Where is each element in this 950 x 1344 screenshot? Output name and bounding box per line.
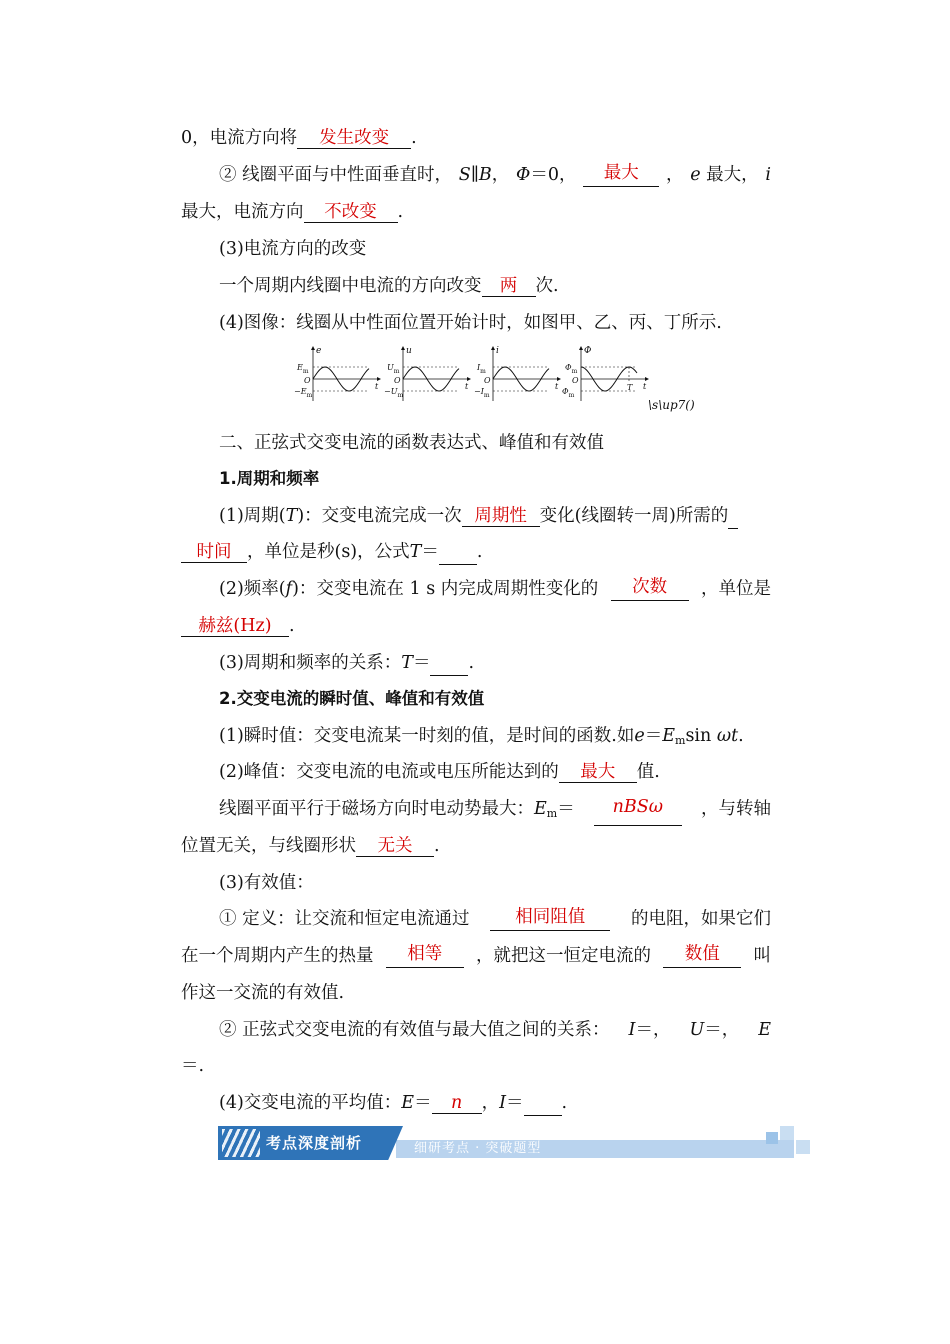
answer-blank: 数值 bbox=[663, 944, 741, 968]
subsection-heading: 1.周期和频率 bbox=[219, 469, 320, 488]
answer-blank: 发生改变 bbox=[297, 128, 411, 149]
answer-blank: 最大 bbox=[583, 163, 659, 187]
trough-label: Φ bbox=[562, 387, 569, 396]
answer-blank: 赫兹(Hz) bbox=[181, 616, 289, 637]
origin-label: O bbox=[572, 376, 579, 385]
origin-label: O bbox=[484, 376, 491, 385]
axis-label: e bbox=[316, 346, 322, 356]
text-line: 作这一交流的有效值. bbox=[181, 983, 345, 1003]
t-label: t bbox=[555, 382, 559, 391]
axis-arrow bbox=[579, 346, 583, 350]
text-line: (2)频率(f)：交变电流在 1 s 内完成周期性变化的 次数 ，单位是 bbox=[219, 577, 771, 599]
text-line: ① 定义：让交流和恒定电流通过 相同阻值 的电阻，如果它们 bbox=[219, 907, 771, 929]
trough-label-sub: m bbox=[483, 392, 490, 399]
answer-blank: n bbox=[432, 1093, 482, 1114]
text-line: ② 线圈平面与中性面垂直时， S∥B， Φ＝0， 最大 ， e 最大， i bbox=[219, 163, 771, 185]
axis-arrow bbox=[557, 377, 561, 381]
trough-label-sub: m bbox=[306, 392, 313, 399]
text-line: (2)峰值：交变电流的电流或电压所能达到的 最大 值. bbox=[219, 762, 660, 782]
subsection-heading: 2.交变电流的瞬时值、峰值和有效值 bbox=[219, 689, 485, 708]
section-banner bbox=[218, 1126, 810, 1160]
axis-label: Φ bbox=[584, 346, 592, 356]
axis-arrow bbox=[645, 377, 649, 381]
square-decoration bbox=[780, 1126, 794, 1140]
banner-subtitle: 细研考点 · 突破题型 bbox=[414, 1141, 542, 1156]
text-line: ② 正弦式交变电流的有效值与最大值之间的关系： I＝， U＝， E bbox=[219, 1020, 771, 1040]
answer-blank: 次数 bbox=[611, 577, 689, 601]
square-decoration bbox=[796, 1140, 810, 1154]
t-label: t bbox=[465, 382, 469, 391]
answer-blank: 时间 bbox=[181, 542, 247, 563]
peak-label: Φ bbox=[565, 363, 572, 372]
axis-arrow bbox=[311, 346, 315, 350]
peak-label-sub: m bbox=[480, 368, 486, 375]
text-line: (1)周期(T)：交变电流完成一次 周期性 变化(线圈转一周)所需的 bbox=[219, 504, 771, 529]
square-decoration bbox=[766, 1132, 778, 1144]
text-line: 时间 ，单位是秒(s)，公式T＝ . bbox=[181, 540, 771, 565]
axis-arrow bbox=[377, 377, 381, 381]
text-line: (1)瞬时值：交变电流某一时刻的值，是时间的函数.如$e=E_m\sin$ ωt. bbox=[219, 726, 744, 747]
origin-label: O bbox=[304, 376, 311, 385]
peak-label-sub: m bbox=[393, 368, 400, 375]
peak-label-sub: m bbox=[302, 368, 309, 375]
text-line: 位置无关，与线圈形状 无关 . bbox=[181, 836, 440, 856]
trough-label: −U bbox=[384, 387, 398, 396]
peak-label-sub: m bbox=[571, 368, 578, 375]
answer-blank: 两 bbox=[482, 276, 536, 297]
text-line: 最大，电流方向 不改变 . bbox=[181, 202, 404, 222]
peak-label: E bbox=[297, 363, 303, 372]
period-label: T bbox=[627, 383, 633, 392]
text-line: 0，电流方向将 发生改变 . bbox=[181, 128, 417, 148]
formula-blank bbox=[524, 1091, 562, 1116]
text-line: 在一个周期内产生的热量 相等 ，就把这一恒定电流的 数值 叫 bbox=[181, 944, 771, 966]
trough-label-sub: m bbox=[568, 392, 575, 399]
axis-arrow bbox=[401, 346, 405, 350]
answer-blank: 相等 bbox=[386, 944, 464, 968]
banner-title: 考点深度剖析 bbox=[266, 1134, 363, 1152]
axis-label: i bbox=[496, 346, 499, 356]
answer-blank: 不改变 bbox=[304, 202, 398, 223]
text-line: 赫兹(Hz) . bbox=[181, 614, 771, 638]
axis-arrow bbox=[467, 377, 471, 381]
waveform-figure bbox=[293, 345, 653, 411]
answer-blank: 周期性 bbox=[462, 506, 540, 527]
answer-blank: 无关 bbox=[356, 836, 434, 857]
trough-label: −E bbox=[294, 387, 307, 396]
answer-blank: 最大 bbox=[559, 762, 637, 783]
text-line: 线圈平面平行于磁场方向时电动势最大：$E_m=$ nBSω ，与转轴 bbox=[219, 797, 771, 826]
text-line: (3)电流方向的改变 bbox=[219, 239, 367, 259]
trough-label: −I bbox=[474, 387, 484, 396]
stripes-decoration bbox=[222, 1129, 260, 1157]
axis-arrow bbox=[491, 346, 495, 350]
section-heading: 二、正弦式交变电流的函数表达式、峰值和有效值 bbox=[219, 433, 604, 453]
t-label: t bbox=[643, 382, 647, 391]
text-line: (3)有效值： bbox=[219, 873, 314, 893]
t-label: t bbox=[375, 382, 379, 391]
answer-blank: 相同阻值 bbox=[490, 907, 610, 931]
trough-label-sub: m bbox=[397, 392, 404, 399]
axis-label: u bbox=[406, 346, 412, 356]
origin-label: O bbox=[394, 376, 401, 385]
answer-blank: nBSω bbox=[594, 797, 682, 826]
peak-label: U bbox=[387, 363, 394, 372]
formula-blank bbox=[430, 651, 468, 676]
figure-reference: \s\up7() bbox=[648, 398, 695, 412]
text-line: (3)周期和频率的关系：T＝ . bbox=[219, 651, 771, 676]
text-line: ＝. bbox=[181, 1056, 205, 1076]
peak-label: I bbox=[477, 363, 481, 372]
text-line: 一个周期内线圈中电流的方向改变 两 次. bbox=[219, 276, 559, 296]
formula-blank bbox=[439, 540, 477, 565]
text-line: (4)交变电流的平均值：E＝ n ，I＝ . bbox=[219, 1091, 771, 1116]
text-line: (4)图像：线圈从中性面位置开始计时，如图甲、乙、丙、丁所示. bbox=[219, 313, 722, 333]
